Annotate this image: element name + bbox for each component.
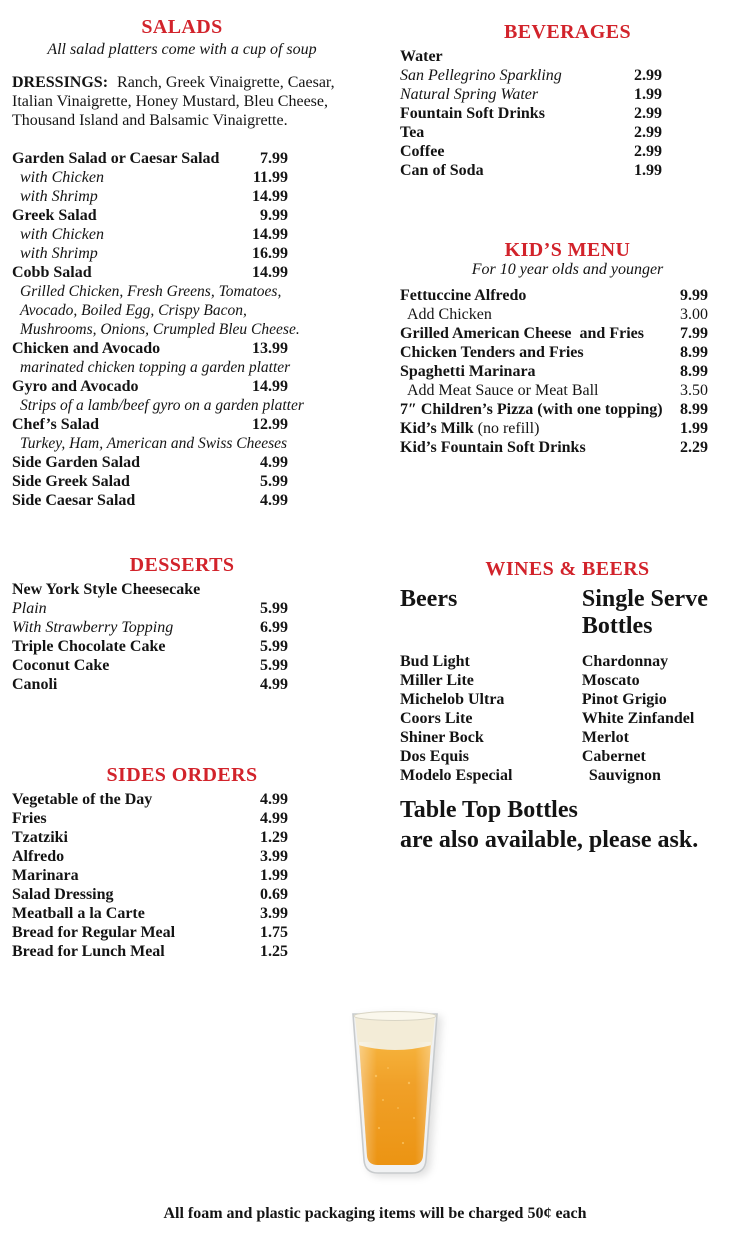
menu-item-price: 2.99 [634,67,662,84]
wine-item: Sauvignon [588,767,661,784]
menu-item-name: Water [400,48,443,65]
menu-item-name: Can of Soda [400,162,484,179]
menu-item-price: 4.99 [260,492,288,509]
menu-item-name: marinated chicken topping a garden platter [20,359,291,376]
menu-item-row [8,339,288,358]
kids-menu-section [400,240,735,457]
menu-item-name: Add Chicken [407,306,492,323]
menu-item-name: Garden Salad or Caesar Salad [12,150,220,167]
menu-item-row [8,847,288,866]
menu-item-row [8,168,288,187]
beverages-section [400,22,735,180]
wine-item: Pinot Grigio [581,691,667,708]
menu-item-row [400,66,662,85]
menu-item-name: Fries [12,810,47,827]
menu-item-row [8,656,288,675]
wines-beers-headings [400,586,735,652]
menu-item-name: Side Caesar Salad [12,492,136,509]
menu-item-price: 14.99 [252,188,288,205]
beer-item: Dos Equis [400,748,469,765]
menu-item-name: Meatball a la Carte [12,905,145,922]
menu-item-name: Coconut Cake [12,657,110,674]
menu-item-row [8,472,288,491]
menu-item-row [8,618,288,637]
menu-item-price: 4.99 [260,791,288,808]
menu-item-name: Side Greek Salad [12,473,130,490]
menu-item-name: Canoli [12,676,58,693]
menu-item-price: 0.69 [260,886,288,903]
menu-item-row [8,358,291,377]
menu-item-name: with Shrimp [20,188,98,205]
menu-item-row [8,809,288,828]
menu-item-price: 9.99 [260,207,288,224]
menu-item-name: Chicken Tenders and Fries [400,344,584,361]
menu-item-price: 1.99 [680,420,708,437]
menu-item-name: Alfredo [12,848,65,865]
menu-item-price: 8.99 [680,401,708,418]
menu-item-price: 2.99 [634,124,662,141]
desserts-list [8,580,288,694]
menu-item-row [8,377,288,396]
menu-item-row [400,286,708,305]
menu-item-row [8,675,288,694]
menu-item-row [8,828,288,847]
beer-item: Coors Lite [400,710,473,727]
beer-glass-image [343,1008,447,1180]
dressings-text: Ranch, Greek Vinaigrette, Caesar, Italian Vinaigrette, Honey Mustard, Bleu Cheese, Thousand Island and Balsamic Vinaigrette. [12,74,335,129]
menu-item-row [8,904,288,923]
beers-list [400,652,582,785]
menu-item-name: Kid’s Fountain Soft Drinks [400,439,586,456]
kids-menu-title: KID’S MENU [504,239,631,261]
menu-item-row [8,415,288,434]
menu-item-name: Bread for Lunch Meal [12,943,165,960]
menu-item-price: 14.99 [252,264,288,281]
menu-item-row [8,301,288,320]
menu-item-name: Marinara [12,867,79,884]
menu-item-row [400,305,708,324]
menu-item-price: 14.99 [252,226,288,243]
menu-item-row [8,434,288,453]
menu-item-name: Vegetable of the Day [12,791,153,808]
menu-item-price: 5.99 [260,600,288,617]
menu-item-row [400,438,708,457]
menu-item-name: Bread for Regular Meal [12,924,176,941]
single-serve-bottles-heading: Single Serve Bottles [581,586,708,639]
sides-title: SIDES ORDERS [106,764,258,786]
menu-item-row [400,123,662,142]
menu-item-price: 3.00 [680,306,708,323]
menu-item-price: 6.99 [260,619,288,636]
dressings-label: DRESSINGS: [12,74,109,91]
menu-item-price: 7.99 [260,150,288,167]
menu-item-name: Coffee [400,143,445,160]
menu-item-row [8,637,288,656]
menu-item-price: 2.99 [634,143,662,160]
bottles-list [582,652,735,785]
menu-item-row [8,491,288,510]
menu-item-row [400,47,662,66]
menu-item-price: 14.99 [252,378,288,395]
menu-item-name: Side Garden Salad [12,454,141,471]
menu-item-price: 1.99 [634,86,662,103]
menu-item-name: With Strawberry Topping [12,619,174,636]
menu-item-name: Chicken and Avocado [12,340,161,357]
menu-item-row [8,580,288,599]
wine-item: Cabernet [581,748,646,765]
menu-item-name: Gyro and Avocado [12,378,139,395]
dressings-note [12,73,346,130]
menu-item-price: 1.99 [634,162,662,179]
menu-item-name: Grilled American Cheese and Fries [400,325,644,342]
packaging-notice: All foam and plastic packaging items will be charged 50¢ each [163,1205,587,1222]
menu-item-row [8,453,288,472]
wines-beers-section [400,558,735,855]
menu-item-row [400,324,708,343]
menu-item-row [8,187,288,206]
menu-item-name: Natural Spring Water [400,86,539,103]
menu-item-row [400,400,708,419]
menu-item-name: San Pellegrino Sparkling [400,67,562,84]
menu-item-name: Turkey, Ham, American and Swiss Cheeses [20,435,288,452]
kids-menu-list [400,286,708,457]
menu-item-name: Chef’s Salad [12,416,99,433]
menu-item-name: Kid’s Milk (no refill) [400,420,540,437]
menu-item-row [400,343,708,362]
beverages-title: BEVERAGES [504,21,631,43]
beers-heading: Beers [400,586,458,612]
salads-section [8,14,356,510]
menu-item-name: Strips of a lamb/beef gyro on a garden platter [20,397,304,414]
desserts-title: DESSERTS [129,554,235,576]
menu-item-name: with Chicken [20,226,104,243]
kids-menu-subtitle: For 10 year olds and younger [471,261,664,278]
menu-item-price: 1.25 [260,943,288,960]
menu-item-price: 9.99 [680,287,708,304]
menu-item-row [8,206,288,225]
menu-item-name: Salad Dressing [12,886,114,903]
menu-item-name: Cobb Salad [12,264,92,281]
desserts-section [8,552,356,694]
sides-list [8,790,288,961]
beer-item: Shiner Bock [400,729,484,746]
menu-item-row [8,599,288,618]
menu-item-price: 1.29 [260,829,288,846]
menu-item-name: Tea [400,124,425,141]
menu-item-price: 3.99 [260,905,288,922]
wine-item: White Zinfandel [581,710,695,727]
menu-item-price: 8.99 [680,344,708,361]
menu-item-price: 1.75 [260,924,288,941]
menu-item-row [8,282,288,301]
menu-item-name: Fettuccine Alfredo [400,287,527,304]
menu-item-row [8,263,288,282]
menu-item-price: 16.99 [252,245,288,262]
menu-item-price: 5.99 [260,657,288,674]
wines-beers-lists [400,652,735,785]
menu-item-row [8,790,288,809]
menu-item-row [400,85,662,104]
menu-item-row [8,149,288,168]
salads-subtitle: All salad platters come with a cup of soup [47,41,317,58]
menu-item-name: with Shrimp [20,245,98,262]
table-top-bottles-line2: are also available, please ask. [400,827,699,853]
wine-item: Chardonnay [581,653,669,670]
table-top-bottles-line1: Table Top Bottles [400,797,578,823]
menu-item-name: Spaghetti Marinara [400,363,536,380]
menu-item-name: Tzatziki [12,829,68,846]
beverages-list [400,47,662,180]
beer-item: Miller Lite [400,672,474,689]
menu-item-price: 2.29 [680,439,708,456]
menu-item-name: Avocado, Boiled Egg, Crispy Bacon, [20,302,247,319]
salads-list [8,149,304,510]
menu-item-row [8,244,288,263]
beer-glass-icon [343,1008,447,1180]
menu-item-row [400,104,662,123]
table-top-bottles-note [400,795,735,855]
menu-item-name: 7″ Children’s Pizza (with one topping) [400,401,663,418]
menu-item-price: 5.99 [260,473,288,490]
menu-item-row [400,381,708,400]
menu-item-price: 2.99 [634,105,662,122]
menu-item-row [8,942,288,961]
menu-item-price: 4.99 [260,454,288,471]
salads-title: SALADS [141,16,223,38]
menu-item-name: Grilled Chicken, Fresh Greens, Tomatoes, [20,283,282,300]
menu-item-price: 1.99 [260,867,288,884]
menu-item-name: Plain [12,600,47,617]
menu-item-row [8,320,300,339]
menu-item-row [8,866,288,885]
menu-item-name: New York Style Cheesecake [12,581,201,598]
menu-item-price: 5.99 [260,638,288,655]
beer-item: Michelob Ultra [400,691,505,708]
sides-section [8,762,356,961]
menu-item-row [400,362,708,381]
menu-item-row [8,923,288,942]
menu-item-name: Triple Chocolate Cake [12,638,166,655]
menu-item-row [8,225,288,244]
menu-item-price: 4.99 [260,676,288,693]
wine-item: Merlot [581,729,629,746]
menu-item-row [400,419,708,438]
menu-item-price: 7.99 [680,325,708,342]
menu-item-price: 13.99 [252,340,288,357]
menu-item-name: with Chicken [20,169,104,186]
menu-item-price: 4.99 [260,810,288,827]
menu-item-row [400,161,662,180]
menu-item-price: 3.50 [680,382,708,399]
menu-item-price: 11.99 [252,169,288,186]
menu-item-price: 12.99 [252,416,288,433]
beer-item: Modelo Especial [400,767,513,784]
wine-item: Moscato [581,672,640,689]
menu-item-name: Add Meat Sauce or Meat Ball [407,382,599,399]
wines-beers-title: WINES & BEERS [485,558,650,580]
menu-item-name: Mushrooms, Onions, Crumpled Bleu Cheese. [20,321,300,338]
menu-item-row [8,396,304,415]
menu-item-name: Greek Salad [12,207,97,224]
menu-item-row [8,885,288,904]
menu-item-name: Fountain Soft Drinks [400,105,545,122]
menu-item-row [400,142,662,161]
menu-item-price: 8.99 [680,363,708,380]
beer-item: Bud Light [400,653,470,670]
menu-item-price: 3.99 [260,848,288,865]
